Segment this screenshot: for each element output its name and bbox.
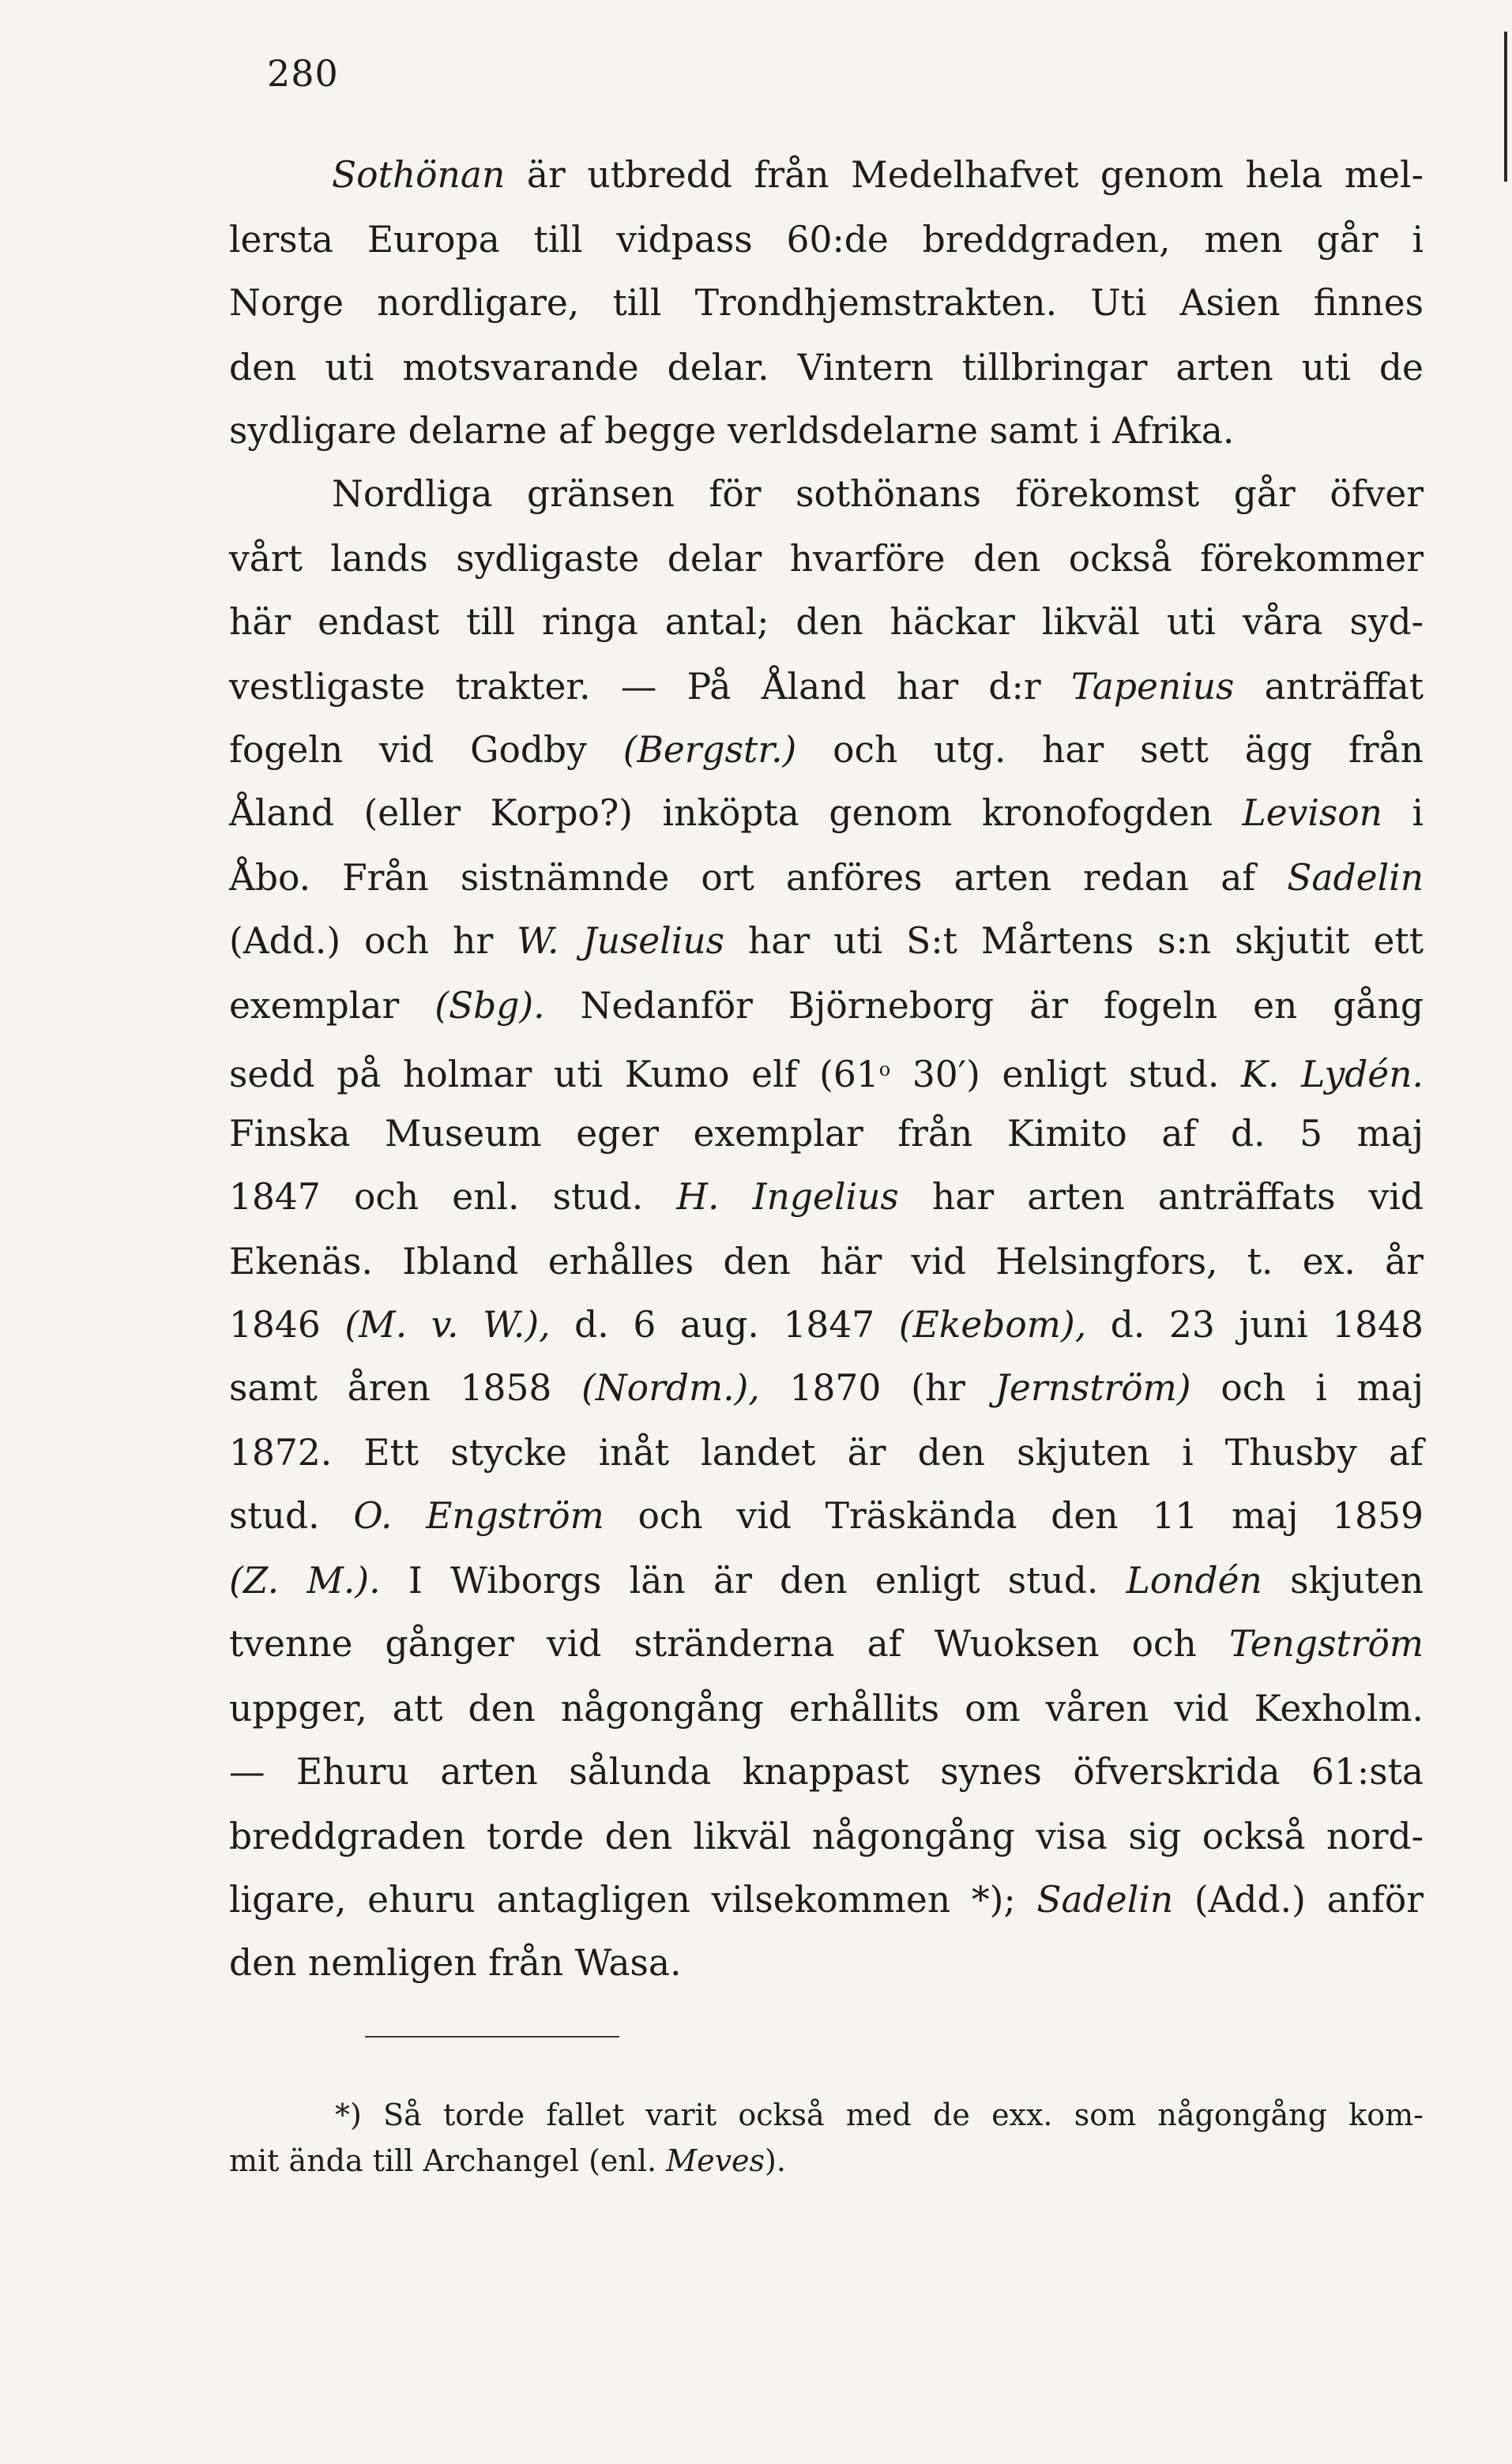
text-line: vestligaste trakter. — På Åland har d:r Tapenius anträffat <box>229 666 1424 708</box>
text-line: Norge nordligare, till Trondhjemstrakten. Uti Asien finnes <box>229 282 1424 324</box>
text-line: 1846 (M. v. W.), d. 6 aug. 1847 (Ekebom), d. 23 juni 1848 <box>229 1304 1424 1346</box>
page-number: 280 <box>267 52 339 95</box>
text-line: 1872. Ett stycke inåt landet är den skjuten i Thusby af <box>229 1432 1424 1474</box>
text-line: lersta Europa till vidpass 60:de breddgraden, men går i <box>229 219 1424 261</box>
text-line: här endast till ringa antal; den häckar likväl uti våra syd- <box>229 601 1424 643</box>
text-line: den uti motsvarande delar. Vintern tillbringar arten uti de <box>229 347 1424 389</box>
text-line: vårt lands sydligaste delar hvarföre den också förekommer <box>229 538 1424 580</box>
text-line: Nordliga gränsen för sothönans förekomst går öfver <box>332 473 1424 515</box>
text-line: Åland (eller Korpo?) inköpta genom kronofogden Levison i <box>229 792 1424 834</box>
text-line: exemplar (Sbg). Nedanför Björneborg är fogeln en gång <box>229 985 1424 1027</box>
text-line: (Z. M.). I Wiborgs län är den enligt stud. Londén skjuten <box>229 1560 1424 1602</box>
text-line: Åbo. Från sistnämnde ort anföres arten redan af Sadelin <box>229 857 1424 899</box>
text-line: sedd på holmar uti Kumo elf (61$^o$ 30′) enligt stud. K. Lydén. <box>229 1054 1424 1095</box>
text-line: samt åren 1858 (Nordm.), 1870 (hr Jernström) och i maj <box>229 1367 1424 1409</box>
text-line: Sothönan är utbredd från Medelhafvet genom hela mel- <box>332 154 1424 196</box>
footnote-line: mit ända till Archangel (enl. Meves). <box>229 2143 786 2178</box>
text-line: ligare, ehuru antagligen vilsekommen *); Sadelin (Add.) anför <box>229 1879 1424 1921</box>
text-line: breddgraden torde den likväl någongång visa sig också nord- <box>229 1816 1424 1857</box>
footnote-line: *) Så torde fallet varit också med de exx. som någongång kom- <box>335 2098 1424 2132</box>
text-line: den nemligen från Wasa. <box>229 1942 682 1984</box>
text-line: sydligare delarne af begge verldsdelarne samt i Afrika. <box>229 410 1235 452</box>
text-line: Finska Museum eger exemplar från Kimito af d. 5 maj <box>229 1113 1424 1155</box>
footnote-divider <box>365 2036 619 2038</box>
text-line: fogeln vid Godby (Bergstr.) och utg. har sett ägg från <box>229 729 1424 771</box>
text-line: uppger, att den någongång erhållits om våren vid Kexholm. <box>229 1688 1424 1730</box>
text-line: 1847 och enl. stud. H. Ingelius har arten anträffats vid <box>229 1176 1424 1218</box>
text-line: (Add.) och hr W. Juselius har uti S:t Mårtens s:n skjutit ett <box>229 920 1424 962</box>
text-line: Ekenäs. Ibland erhålles den här vid Helsingfors, t. ex. år <box>229 1241 1424 1283</box>
text-line: stud. O. Engström och vid Träskända den 11 maj 1859 <box>229 1495 1424 1537</box>
page-edge <box>1504 32 1507 182</box>
text-line: — Ehuru arten sålunda knappast synes öfverskrida 61:sta <box>229 1751 1424 1793</box>
text-line: tvenne gånger vid stränderna af Wuoksen och Tengström <box>229 1623 1424 1665</box>
